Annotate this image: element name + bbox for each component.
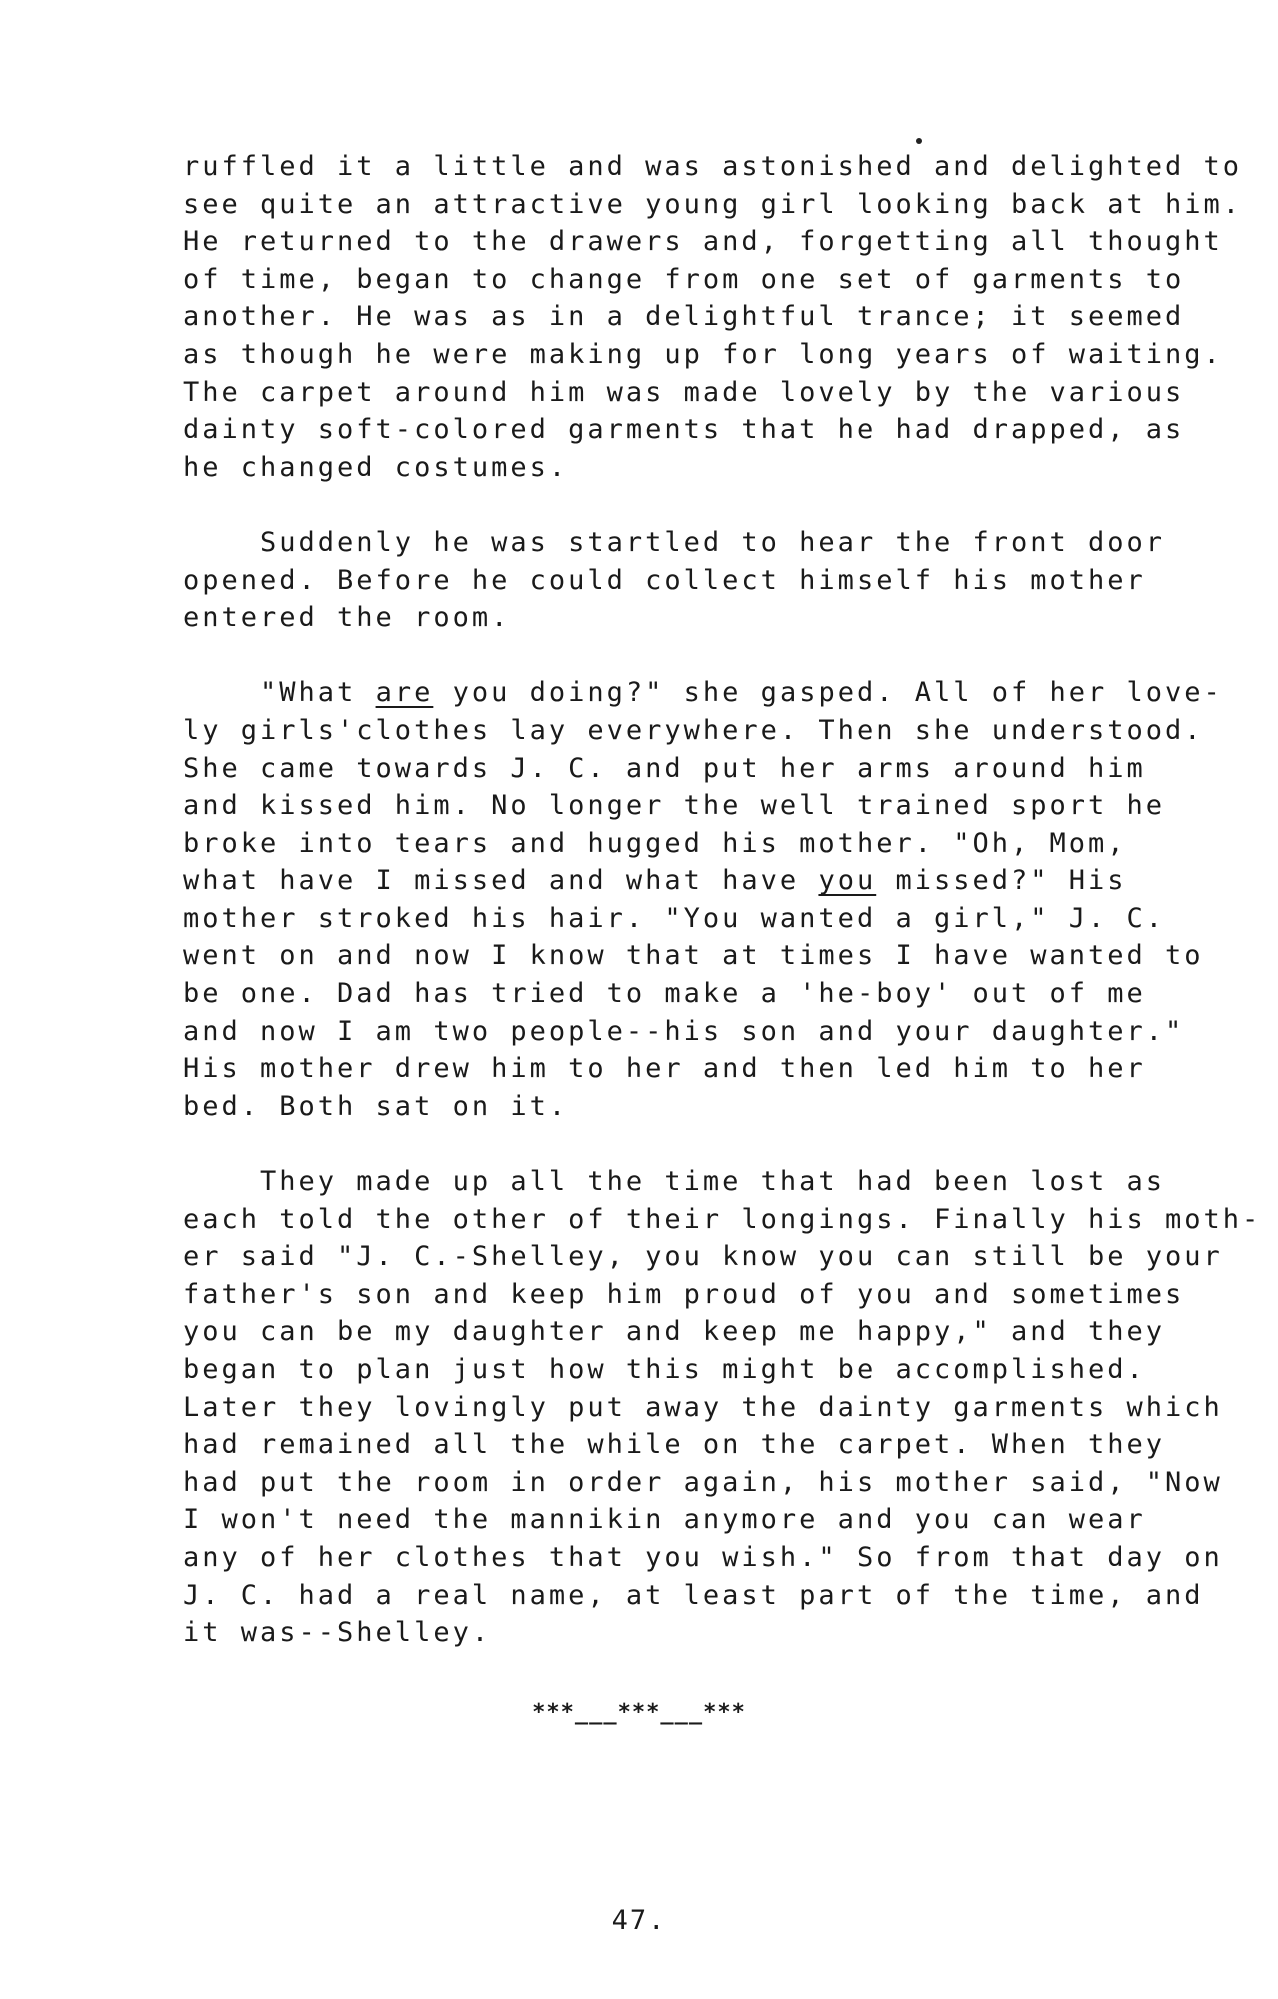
text-line: The carpet around him was made lovely by the various [183,376,1185,408]
text-line: He returned to the drawers and, forgetting all thought [183,226,1223,258]
text-line: broke into tears and hugged his mother. "Oh, Mom, [183,827,1127,859]
text-line: it was--Shelley. [183,1617,492,1649]
text-line: mother stroked his hair. "You wanted a girl," J. C. [183,902,1166,934]
text-line: had put the room in order again, his mother said, "Now [183,1466,1223,1498]
paragraph [183,674,1243,1125]
paragraph [183,524,1243,637]
text-line: dainty soft-colored garments that he had drapped, as [183,414,1185,446]
paragraph-gap [183,637,1243,675]
text-line: any of her clothes that you wish." So from that day on [183,1541,1223,1573]
underlined-word: are [375,677,434,709]
text-line: His mother drew him to her and then led him to her [183,1053,1146,1085]
text-line: Suddenly he was startled to hear the front door [183,526,1166,558]
text-line: father's son and keep him proud of you and sometimes [183,1278,1185,1310]
paragraph-gap [183,486,1243,524]
body-text [183,148,1262,1652]
text-line: ruffled it a little and was astonished and delighted to [183,151,1243,182]
text-line: see quite an attractive young girl looking back at him. [183,188,1243,220]
section-divider: ***___***___*** [532,1700,746,1725]
text-line: and now I am two people--his son and your daughter." [183,1015,1185,1047]
text-line: went on and now I know that at times I have wanted to [183,940,1204,972]
text-line: and kissed him. No longer the well trained sport he [183,790,1166,822]
text-line: each told the other of their longings. Finally his moth- [183,1203,1262,1235]
text-line: had remained all the while on the carpet. When they [183,1429,1166,1461]
text-line: I won't need the mannikin anymore and you can wear [183,1504,1146,1536]
text-line: She came towards J. C. and put her arms around him [183,752,1146,784]
ink-speck [916,138,922,144]
paragraph [183,1163,1262,1652]
page-number: 47. [611,1905,667,1936]
paragraph-gap [183,1125,1243,1163]
text-line: of time, began to change from one set of garments to [183,263,1185,295]
text-line: another. He was as in a delightful trance; it seemed [183,301,1185,333]
text-line: opened. Before he could collect himself his mother [183,564,1146,596]
text-line: entered the room. [183,602,511,634]
text-line: began to plan just how this might be accomplished. [183,1354,1146,1385]
text-line: you can be my daughter and keep me happy," and they [183,1316,1166,1348]
underlined-word: you [818,865,877,897]
text-line: what have I missed and what have you missed?" His [183,865,1127,897]
text-line: be one. Dad has tried to make a 'he-boy' out of me [183,978,1146,1010]
text-line: J. C. had a real name, at least part of the time, and [183,1579,1204,1611]
text-line: as though he were making up for long years of waiting. [183,338,1223,370]
text-line: Later they lovingly put away the dainty garments which [183,1391,1223,1423]
text-line: he changed costumes. [183,451,569,483]
text-line: bed. Both sat on it. [183,1090,569,1122]
text-line: They made up all the time that had been lost as [183,1166,1166,1198]
text-line: ly girls'clothes lay everywhere. Then she understood. [183,714,1204,746]
paragraph [183,148,1243,486]
text-line: er said "J. C.-Shelley, you know you can still be your [183,1241,1223,1273]
text-line: "What are you doing?" she gasped. All of her love- [183,677,1223,709]
